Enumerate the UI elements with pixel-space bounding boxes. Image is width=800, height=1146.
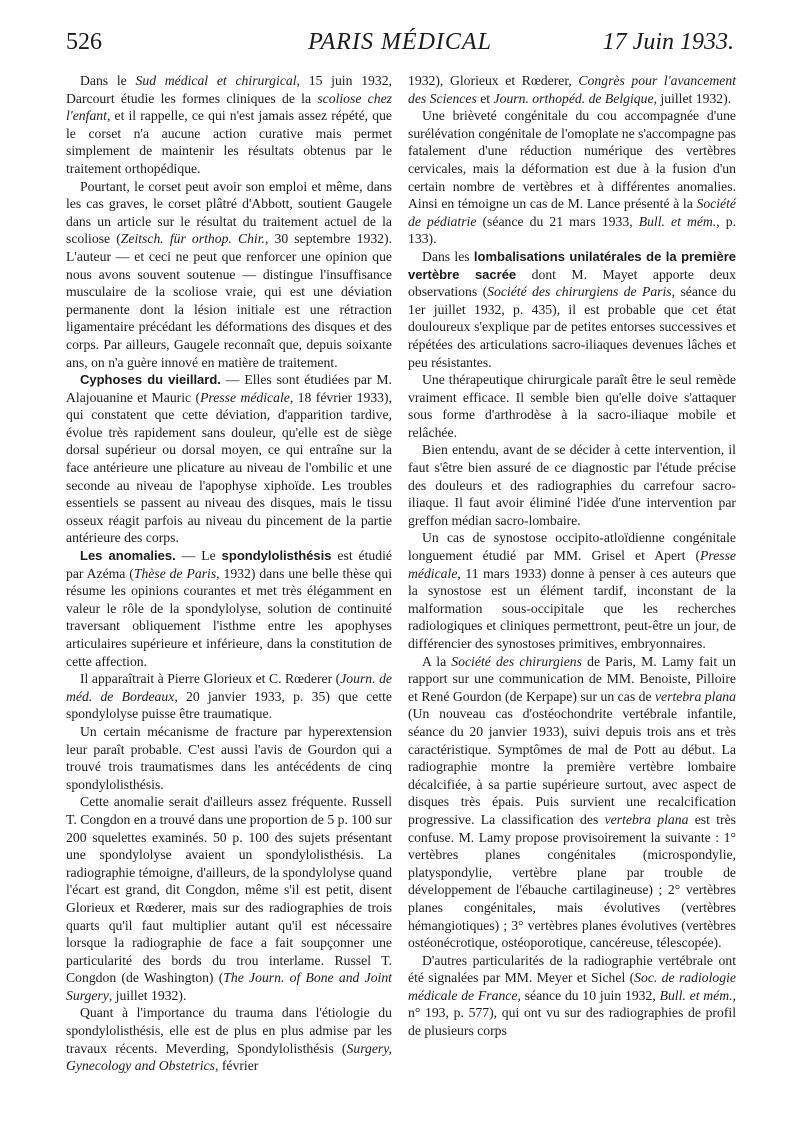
paragraph [66, 178, 392, 372]
text-run: , 15 juin 1932, Darcourt étudie les formes cliniques de la [66, 73, 392, 106]
issue-date: 17 Juin 1933. [602, 29, 734, 55]
text-run: , 18 février 1933), qui constatent que cette déviation, d'apparition tardive, évolue très rapidement sans douleur, qu'elle est de siège dorsal supérieur ou dorsal moyen, ce qui entraîne sur la face antérieure une plicature au niveau de l'ombilic et une seconde au niveau de l'apophyse xiphoïde. Les troubles essentiels se passent au niveau des disques, mais le tissu osseux réagit parfois au niveau du pincement de la partie antérieure des corps. [66, 389, 393, 546]
paragraph [408, 72, 736, 107]
text-run: , 11 mars 1933) donne à penser à ces auteurs que la synostose est un élément tardif, inconstant de la malformation sous-occipitale que les recherches radiologiques et cliniques permettront, peut-être un jour, de différencier des synostoses primitives, embryonnaires. [408, 565, 736, 651]
page-header [66, 22, 734, 62]
text-run: , p. 133). [408, 213, 736, 247]
italic-text: vertebra plana [654, 688, 736, 704]
italic-text: Sud médical et chirurgical [135, 73, 297, 88]
text-run: Dans le [80, 73, 136, 88]
text-run: — Elles sont étudiées par M. Alajouanine et Mauric ( [66, 372, 392, 405]
italic-text: vertebra plana [604, 811, 689, 827]
text-run: Quant à l'importance du trauma dans l'étiologie du spondylolisthésis, elle est de plus en plus admise par les travaux récents. Meverding, Spondylolisthésis ( [66, 1005, 392, 1056]
text-run: est étudié par Azéma ( [66, 548, 393, 581]
italic-text: Journ. de méd. de Bordeaux [66, 671, 392, 704]
italic-text: Presse médicale [408, 548, 736, 581]
text-run: de Paris, M. Lamy fait un rapport sur une communication de MM. Benoiste, Pilloire et René Gourdon (de Kerpape) sur un cas de [408, 653, 736, 704]
bold-heading: lombalisations unilatérales de la première vertèbre sacrée [408, 248, 736, 282]
text-run: Pourtant, le corset peut avoir son emploi et même, dans les cas graves, le corset plâtré d'Abbott, soutient Gaugele dans un article sur le résultat du traitement actuel de la scoliose ( [66, 178, 392, 247]
text-run: , n° 193, p. 577), qui ont vu sur des radiographies de profil de plusieurs corps [408, 987, 736, 1039]
bold-heading: spondylolisthésis [221, 548, 332, 564]
text-run: , séance du 1er juillet 1932, p. 435), il est probable que cet état douloureux s'explique par de petites entorses successives et répétées des articulations sacro-iliaques devenues lâches et peu résistantes. [408, 284, 736, 370]
text-run: Dans les [422, 248, 474, 264]
italic-text: Bull. et mém. [659, 987, 733, 1003]
right-column [408, 72, 736, 1040]
paragraph [408, 529, 736, 652]
paragraph [66, 547, 392, 670]
bold-heading: Les anomalies. [80, 548, 176, 564]
text-run: Un cas de synostose occipito-atloïdienne congénitale longuement étudié par MM. Grisel et Apert ( [408, 530, 736, 564]
text-run: (séance du 21 mars 1933, [476, 213, 639, 229]
italic-text: Zeitsch. für orthop. Chir. [120, 231, 265, 247]
italic-text: scoliose chez l'enfant [66, 90, 393, 124]
text-run: — Le [175, 548, 222, 564]
paragraph [408, 371, 736, 441]
paragraph [408, 107, 736, 248]
italic-text: Bull. et mém. [638, 213, 717, 229]
text-run: est très confuse. M. Lamy propose provisoirement la suivante : 1° vertèbres planes congénitales (microspondylie, platyspondylie, vertèbre plane par trouble de développement de l'ébauche cartilagineuse) ; 2° vertèbres planes congénitales, mais évolutives (vertèbres hémangiotiques) ; 3° vertèbres planes évolutives (vertèbres ostéonécrotique, ostéoporotique, cancéreuse, télescopée). [408, 811, 736, 951]
text-run: dont M. Mayet apporte deux observations ( [408, 266, 736, 300]
text-run: , et il rappelle, ce qui n'est jamais assez répété, que le corset n'a aucune action curative mais permet simplement de maintenir les résultats obtenus par le traitement orthopédique. [66, 108, 392, 176]
text-run: , juillet 1932). [653, 90, 732, 106]
italic-text: Société des chirurgiens de Paris [487, 284, 672, 300]
text-run: A la [422, 653, 452, 669]
paragraph [408, 952, 736, 1040]
text-run: , 30 septembre 1932). L'auteur — et ceci ne peut que renforcer une opinion que nous avons souvent soutenue — distingue l'insuffisance musculaire de la scoliose vraie, qui est une déviation permanente dont la lésion initiale est une rétraction ligamentaire précédant les déformations des disques et des corps. Par ailleurs, Gaugele reconnaît que, depuis soixante ans, on n'a guère innové en matière de traitement. [66, 231, 393, 370]
text-run: Une brièveté congénitale du cou accompagnée d'une surélévation congénitale de l'omoplate ne s'accompagne pas fatalement d'une réduction numérique des vertèbres cervicales, mais la déformation est due à la fusion d'un certain nombre de vertèbres et à différentes anomalies. Ainsi en témoigne un cas de M. Lance présenté à la [408, 108, 736, 212]
paragraph [408, 248, 736, 371]
text-run: Une thérapeutique chirurgicale paraît être le seul remède vraiment efficace. Il semble bien qu'elle doive s'attaquer sous forme d'arthrodèse à la sacro-iliaque mobile et relâchée. [408, 372, 736, 440]
paragraph [66, 670, 392, 723]
text-run: 1932), Glorieux et Rœderer, [408, 73, 579, 88]
italic-text: Thèse de Paris [133, 565, 217, 581]
page-number: 526 [66, 29, 102, 55]
italic-text: Congrès pour l'avancement des Sciences [408, 73, 737, 106]
bold-heading: Cyphoses du vieillard. [80, 372, 221, 388]
text-run: (Un nouveau cas d'ostéochondrite vertébrale infantile, séance du 20 janvier 1933), suivi depuis trois ans et très caractéristique. Symptômes de mal de Pott au début. La radiographie montre la première vertèbre lombaire décalcifiée, à sa partie supérieure surtout, avec aspect de disques très épais. Puis survient une recalcification progressive. La classification des [408, 706, 736, 827]
italic-text: Société des chirurgiens [451, 653, 582, 669]
text-run: , 20 janvier 1933, p. 35) que cette spondylolyse puisse être traumatique. [66, 688, 392, 722]
paragraph [66, 793, 392, 1004]
italic-text: Soc. de radiologie médicale de France [408, 970, 736, 1003]
text-run: Un certain mécanisme de fracture par hyperextension leur paraît probable. C'est aussi l'avis de Gourdon qui a trouvé trois traumatismes dans les antécédents de cinq spondylolisthésis. [66, 723, 392, 792]
text-run: , juillet 1932). [108, 987, 187, 1003]
text-run: , 1932) dans une belle thèse qui résume les opinions courantes et met très élégamment en valeur le rôle de la spondylolyse, solution de continuité traversant obliquement l'isthme entre les apophyses articulaires supérieure et inférieure, dans la constitution de cette affection. [66, 565, 393, 669]
italic-text: The Journ. of Bone and Joint Surgery [66, 970, 392, 1003]
paragraph [66, 72, 392, 178]
paragraph [408, 441, 736, 529]
italic-text: Société de pédiatrie [408, 196, 736, 229]
text-run: D'autres particularités de la radiographie vertébrale ont été signalées par MM. Meyer et Sichel ( [408, 952, 736, 986]
paragraph [66, 723, 392, 793]
paragraph [408, 653, 736, 952]
text-run: Bien entendu, avant de se décider à cette intervention, il faut s'être bien assuré de ce diagnostic par l'étude précise des douleurs et des radiographies du carrefour sacro-iliaque. Il faut avoir éliminé l'idée d'une intervention par greffon médian sacro-lombaire. [408, 442, 736, 528]
text-run: , séance du 10 juin 1932, [517, 987, 660, 1003]
paragraph [66, 371, 392, 547]
running-title: PARIS MÉDICAL [308, 29, 492, 55]
left-column [66, 72, 392, 1075]
text-run: , février [215, 1058, 259, 1074]
text-run: et [476, 90, 494, 106]
paragraph [66, 1004, 392, 1074]
text-run: Il apparaîtrait à Pierre Glorieux et C. Rœderer ( [80, 671, 341, 687]
italic-text: Presse médicale [200, 389, 290, 405]
italic-text: Surgery, Gynecology and Obstetrics [66, 1040, 392, 1074]
italic-text: Journ. orthopéd. de Belgique [493, 90, 654, 106]
text-run: Cette anomalie serait d'ailleurs assez fréquente. Russell T. Congdon en a trouvé dans une proportion de 5 p. 100 sur 200 squelettes examinés. 50 p. 100 des sujets présentant une spondylolyse avaient un spondylolisthésis. La radiographie témoigne, d'ailleurs, de la spondylolyse quand l'écart est grand, dit Congdon, même s'il est petit, disent Glorieux et Rœderer, mais sur des radiographies de trois quarts qu'il faut multiplier autant qu'il est nécessaire lorsque la radiographie de face a fait soupçonner une particularité des bords du trou interlame. Russel T. Congdon (de Washington) ( [66, 794, 392, 986]
